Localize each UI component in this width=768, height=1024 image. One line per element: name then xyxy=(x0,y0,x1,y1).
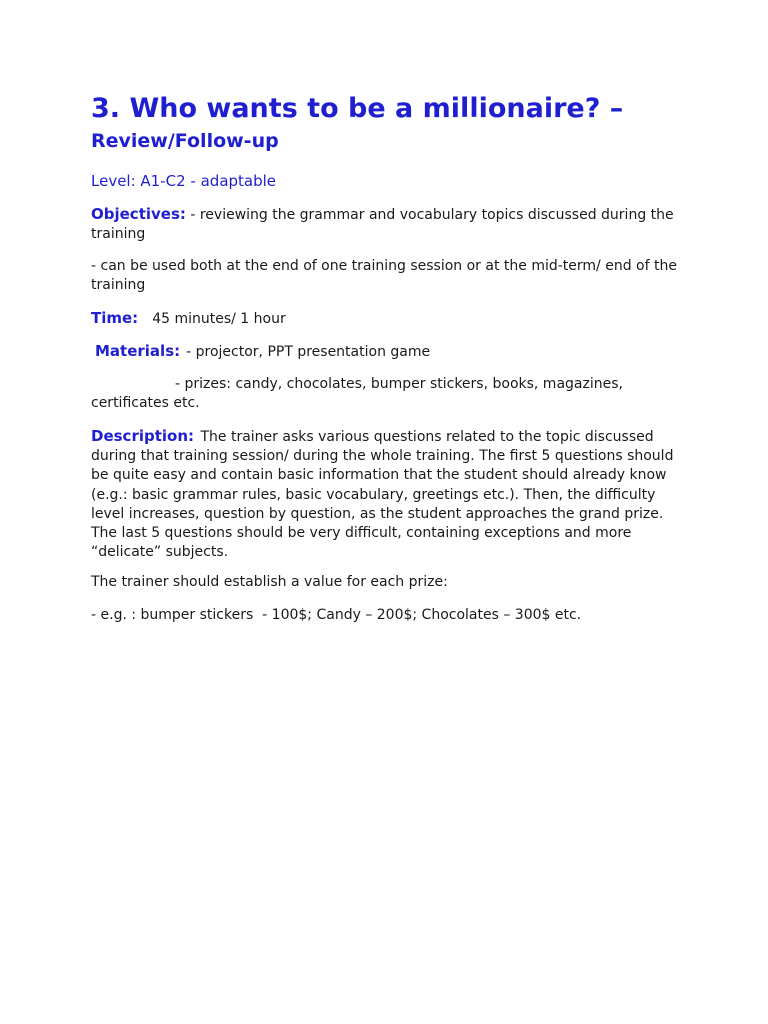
prize-value-paragraph: The trainer should establish a value for each prize: xyxy=(91,574,448,590)
description-text: The trainer asks various questions related to the topic discussed during that training session/ during the whole training. The first 5 questions should be quite easy and contain basic information that the student should already know (e.g.: basic grammar rules, basic vocabulary, greetings etc.). Then, the difficulty level increases, question by question, as the student approaches the grand prize. The last 5 questions should be very difficult, containing exceptions and more “delicate” subjects. xyxy=(91,429,674,561)
description-label: Description: xyxy=(91,427,195,445)
time-label: Time: xyxy=(91,309,139,327)
materials-label: Materials: xyxy=(95,342,181,360)
materials-text: - projector, PPT presentation game xyxy=(186,344,431,360)
level-line: Level: A1-C2 - adaptable xyxy=(91,172,277,190)
page-subtitle: Review/Follow-up xyxy=(91,130,279,152)
page-title: 3. Who wants to be a millionaire? – xyxy=(91,93,624,124)
objectives-continuation: - can be used both at the end of one training session or at the mid-term/ end of the training xyxy=(91,258,677,294)
time-paragraph xyxy=(91,309,681,329)
time-text: 45 minutes/ 1 hour xyxy=(152,311,286,327)
description-paragraph xyxy=(91,427,681,562)
materials-continuation: - prizes: candy, chocolates, bumper stickers, books, magazines, certificates etc. xyxy=(91,376,623,412)
objectives-label: Objectives: xyxy=(91,205,186,223)
example-paragraph: - e.g. : bumper stickers - 100$; Candy – 200$; Chocolates – 300$ etc. xyxy=(91,607,582,623)
objectives-text: - reviewing the grammar and vocabulary topics discussed during the training xyxy=(91,207,674,243)
materials-paragraph xyxy=(95,342,685,362)
objectives-paragraph xyxy=(91,205,681,244)
